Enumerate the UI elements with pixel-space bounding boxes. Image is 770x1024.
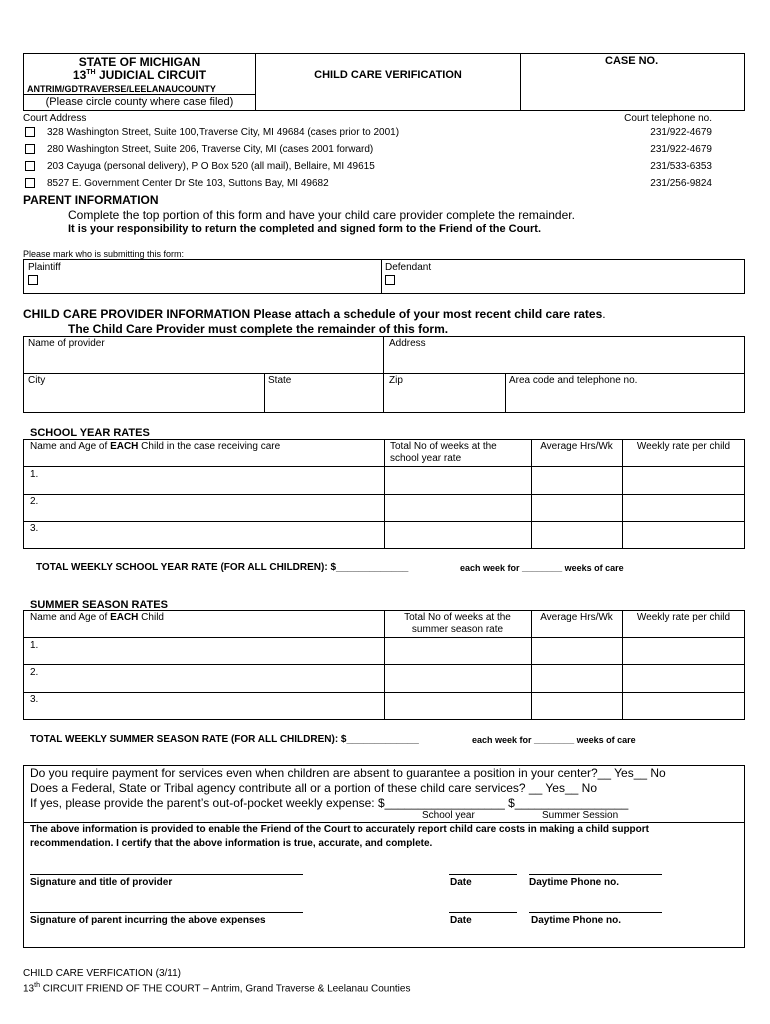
- provider-heading: [23, 307, 606, 321]
- questions-divider: [23, 822, 745, 823]
- circuit-text: JUDICIAL CIRCUIT: [95, 68, 207, 82]
- footer-circuit-number: 13: [23, 983, 35, 995]
- circuit-sup: TH: [86, 69, 96, 76]
- school-row-1[interactable]: 1.: [30, 469, 39, 480]
- court-address-checkbox-4[interactable]: [25, 178, 35, 188]
- header-divider-right: [520, 53, 521, 111]
- case-no-label: CASE NO.: [605, 55, 659, 67]
- provider-phone-field[interactable]: Area code and telephone no.: [509, 375, 638, 386]
- header-counties-line: [23, 94, 256, 95]
- school-row-2[interactable]: 2.: [30, 496, 39, 507]
- school-each-week[interactable]: each week for ________ weeks of care: [460, 563, 624, 573]
- summer-col-weeks-l1: Total No of weeks at the: [404, 612, 511, 623]
- school-col-hours: Average Hrs/Wk: [540, 441, 613, 452]
- summer-each-week[interactable]: each week for ________ weeks of care: [472, 735, 636, 745]
- parent-date-label: Date: [450, 915, 472, 926]
- summer-hline-2: [23, 664, 745, 665]
- provider-phone-label: Daytime Phone no.: [529, 877, 620, 888]
- plaintiff-label: Plaintiff: [28, 262, 61, 273]
- certification-line-2: recommendation. I certify that the above information is true, accurate, and complete.: [30, 838, 433, 849]
- summer-hline-1: [23, 637, 745, 638]
- summer-col-hours: Average Hrs/Wk: [540, 612, 613, 623]
- provider-table-hline: [23, 373, 745, 374]
- summer-col-child-pre: Name and Age of: [30, 612, 111, 623]
- court-address-label: Court Address: [23, 113, 87, 124]
- summer-vline-3: [622, 610, 623, 720]
- summer-col-weeks-l2: summer season rate: [411, 624, 504, 635]
- circuit-number: 13: [72, 68, 87, 82]
- provider-signature-line[interactable]: [30, 874, 303, 875]
- parent-instruction-1: Complete the top portion of this form and have your child care provider complete the remainder.: [68, 208, 575, 222]
- summer-vline-2: [531, 610, 532, 720]
- footer-court-name: [23, 982, 410, 994]
- court-address-1: 328 Washington Street, Suite 100,Traverse City, MI 49684 (cases prior to 2001): [47, 127, 400, 138]
- summer-col-weeks: [384, 612, 531, 636]
- provider-table-vline-address: [383, 336, 384, 413]
- footer-form-id: CHILD CARE VERFICATION (3/11): [23, 968, 181, 979]
- school-hline-2: [23, 494, 745, 495]
- circle-county-note: (Please circle county where case filed): [45, 96, 234, 108]
- school-col-child-post: Child in the case receiving care: [138, 441, 281, 452]
- plaintiff-checkbox[interactable]: [28, 275, 38, 285]
- court-address-4: 8527 E. Government Center Dr Ste 103, Suttons Bay, MI 49682: [47, 178, 329, 189]
- school-hline-1: [23, 466, 745, 467]
- circuit-title: [23, 68, 256, 82]
- defendant-label: Defendant: [385, 262, 432, 273]
- submitter-divider: [381, 259, 382, 294]
- school-col-weeks: [390, 441, 497, 465]
- court-address-2: 280 Washington Street, Suite 206, Traverse City, MI (cases 2001 forward): [47, 144, 374, 155]
- footer-circuit-sup: th: [34, 982, 40, 989]
- provider-name-field[interactable]: Name of provider: [28, 338, 105, 349]
- school-total-label[interactable]: TOTAL WEEKLY SCHOOL YEAR RATE (FOR ALL CHILDREN): $_____________: [36, 562, 409, 573]
- provider-phone-line[interactable]: [529, 874, 662, 875]
- school-row-3[interactable]: 3.: [30, 523, 39, 534]
- school-col-child-each: EACH: [110, 441, 139, 452]
- provider-signature-label: Signature and title of provider: [30, 877, 173, 888]
- provider-zip-field[interactable]: Zip: [389, 375, 403, 386]
- school-hline-3: [23, 521, 745, 522]
- defendant-checkbox[interactable]: [385, 275, 395, 285]
- parent-phone-line[interactable]: [529, 912, 662, 913]
- footer-circuit-text: CIRCUIT FRIEND OF THE COURT – Antrim, Grand Traverse & Leelanau Counties: [39, 983, 411, 995]
- provider-date-line[interactable]: [449, 874, 517, 875]
- school-col-weeks-l1: Total No of weeks at the: [390, 441, 497, 452]
- provider-address-field[interactable]: Address: [389, 338, 426, 349]
- summer-col-child-post: Child: [138, 612, 164, 623]
- parent-info-heading: PARENT INFORMATION: [23, 193, 159, 207]
- summer-col-child: [30, 612, 164, 623]
- court-phone-2: 231/922-4679: [650, 144, 712, 155]
- parent-signature-line[interactable]: [30, 912, 303, 913]
- question-out-of-pocket[interactable]: If yes, please provide the parent’s out-of-pocket weekly expense: $__________________ $_________________: [30, 796, 629, 810]
- summer-col-rate: Weekly rate per child: [636, 612, 731, 623]
- summer-heading: SUMMER SEASON RATES: [30, 599, 168, 611]
- question-absent-payment[interactable]: Do you require payment for services even when children are absent to guarantee a position in your center?__ Yes__ No: [30, 766, 666, 780]
- provider-instruction: The Child Care Provider must complete the remainder of this form.: [68, 322, 449, 336]
- question-agency-contribution[interactable]: Does a Federal, State or Tribal agency contribute all or a portion of these child care services? __ Yes__ No: [30, 781, 597, 795]
- court-phone-3: 231/533-6353: [650, 161, 712, 172]
- provider-heading-period: .: [602, 307, 606, 321]
- provider-table-vline-phone: [505, 373, 506, 413]
- court-address-checkbox-2[interactable]: [25, 144, 35, 154]
- provider-table-vline-state: [264, 373, 265, 413]
- mark-submitter-label: Please mark who is submitting this form:: [23, 249, 185, 259]
- school-year-heading: SCHOOL YEAR RATES: [30, 427, 150, 439]
- certification-line-1: The above information is provided to enable the Friend of the Court to accurately report child care costs in making a child support: [30, 824, 649, 835]
- form-title: CHILD CARE VERIFICATION: [314, 69, 462, 81]
- parent-instruction-2: It is your responsibility to return the completed and signed form to the Friend of the Court.: [68, 223, 542, 235]
- provider-date-label: Date: [450, 877, 472, 888]
- summer-session-caption: Summer Session: [542, 810, 619, 821]
- summer-row-2[interactable]: 2.: [30, 667, 39, 678]
- submitter-box: [23, 259, 745, 294]
- counties-label: ANTRIM/GDTRAVERSE/LEELANAUCOUNTY: [27, 84, 216, 94]
- court-phone-1: 231/922-4679: [650, 127, 712, 138]
- state-title: STATE OF MICHIGAN: [78, 55, 201, 69]
- provider-heading-main: CHILD CARE PROVIDER INFORMATION: [23, 307, 251, 321]
- summer-row-1[interactable]: 1.: [30, 640, 39, 651]
- parent-signature-label: Signature of parent incurring the above expenses: [30, 915, 266, 926]
- school-col-rate: Weekly rate per child: [636, 441, 731, 452]
- court-address-3: 203 Cayuga (personal delivery), P O Box 520 (all mail), Bellaire, MI 49615: [47, 161, 375, 172]
- court-phone-label: Court telephone no.: [624, 113, 712, 124]
- parent-date-line[interactable]: [449, 912, 517, 913]
- court-phone-4: 231/256-9824: [650, 178, 712, 189]
- court-address-checkbox-1[interactable]: [25, 127, 35, 137]
- provider-city-field[interactable]: City: [28, 375, 46, 386]
- summer-hline-3: [23, 692, 745, 693]
- school-col-child-pre: Name and Age of: [30, 441, 111, 452]
- summer-total-label[interactable]: TOTAL WEEKLY SUMMER SEASON RATE (FOR ALL CHILDREN): $_____________: [30, 734, 419, 745]
- summer-row-3[interactable]: 3.: [30, 694, 39, 705]
- parent-phone-label: Daytime Phone no.: [531, 915, 622, 926]
- school-col-child: [30, 441, 280, 452]
- school-col-weeks-l2: school year rate: [390, 453, 462, 464]
- school-year-caption: School year: [422, 810, 475, 821]
- provider-heading-attach: Please attach a schedule of your most recent child care rates: [250, 307, 603, 321]
- court-address-checkbox-3[interactable]: [25, 161, 35, 171]
- provider-state-field[interactable]: State: [268, 375, 292, 386]
- summer-col-child-each: EACH: [110, 612, 139, 623]
